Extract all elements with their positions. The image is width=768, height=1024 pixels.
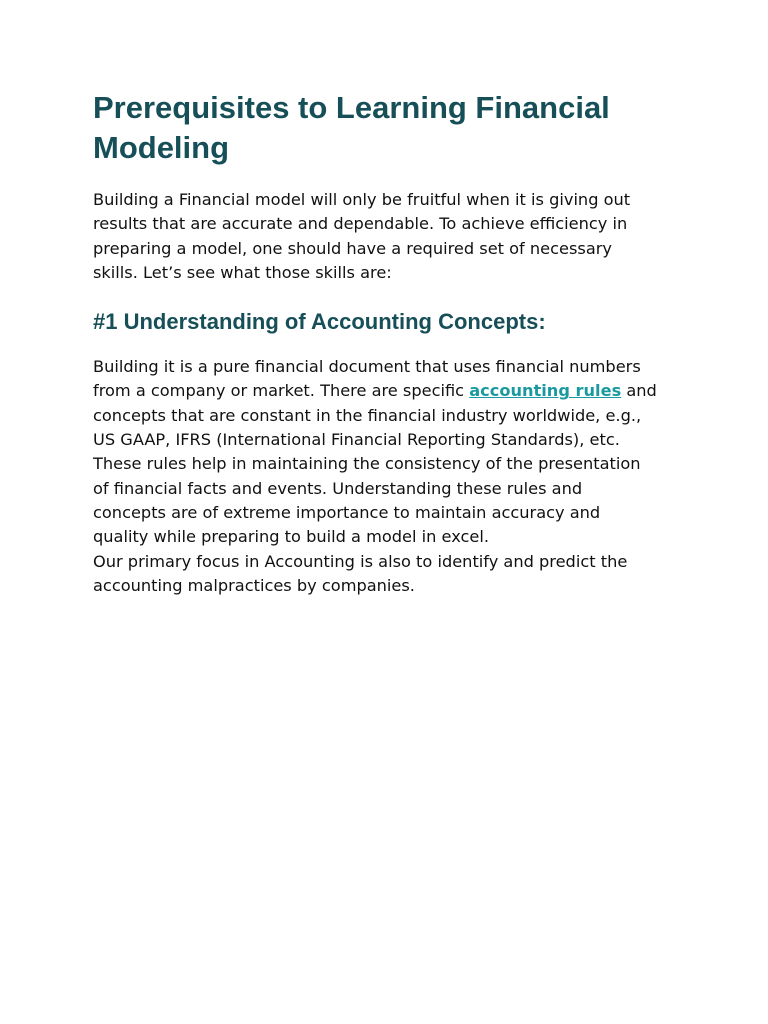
paragraph-text-after-link: and concepts that are constant in the financial industry worldwide, e.g., US GAAP, IFRS (International Financial Reporting Standards), etc. These rules help in maintaining the consistency of the presentation of financial facts and events. Understanding these rules and concepts are of extreme importance to maintain accuracy and quality while preparing to build a model in excel. Our primary focus in Accounting is also to identify and predict the accounting malpractices by companies.	[93, 381, 657, 595]
document-page	[93, 88, 683, 598]
section-heading-accounting-concepts: #1 Understanding of Accounting Concepts:	[93, 309, 546, 335]
accounting-rules-link[interactable]: accounting rules	[469, 381, 622, 401]
page-title: Prerequisites to Learning Financial Modeling	[93, 90, 610, 165]
section-paragraph-accounting-concepts	[93, 355, 683, 598]
intro-paragraph: Building a Financial model will only be fruitful when it is giving out results that are accurate and dependable. To achieve efficiency in preparing a model, one should have a required set of necessary skills. Let’s see what those skills are:	[93, 190, 631, 282]
paragraph-text-before-link: Building it is a pure financial document that uses financial numbers from a company or market. There are specific	[93, 357, 641, 401]
